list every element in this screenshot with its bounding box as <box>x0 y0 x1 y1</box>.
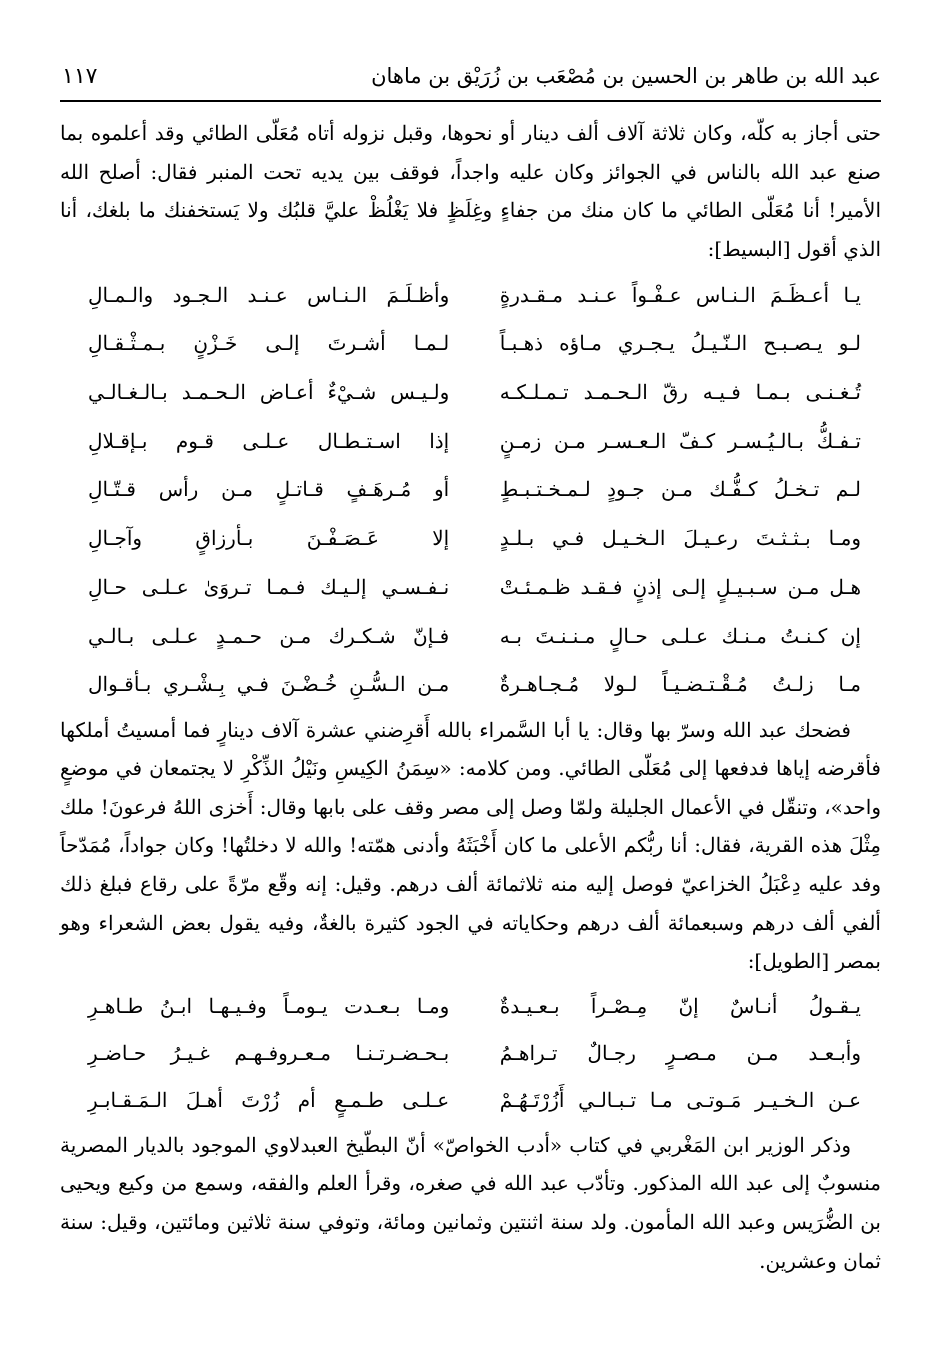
second-hemistich: مـن الـسُّـنِ خُـضْـنَ فـي بِـشْـري بـأقـوال <box>88 672 450 697</box>
second-hemistich: إلا عَـصَـفْـنَ بـأرزاقٍ وآجـالِ <box>88 526 450 551</box>
second-hemistich: لـمـا أشـرتَ إلـى خَـزْنٍ بـمـثْـقـالِ <box>88 331 450 356</box>
first-hemistich: هـل مـن سـبـيـلٍ إلـى إذنٍ فـقـد ظـمـئـتْ <box>499 574 861 599</box>
first-hemistich: يـا أعـظَـمَ الـنـاس عـفْـواً عـنـد مـقـدرةٍ <box>499 282 861 307</box>
verse-2 <box>60 1030 881 1077</box>
second-hemistich: وأظـلَـمَ الـنـاس عـنـد الـجـود والـمـالِ <box>88 282 450 307</box>
first-hemistich: إن كـنـتُ مـنـك عـلـى حـالٍ مـنـنـتَ بـه <box>499 623 861 648</box>
verse-9 <box>60 660 881 709</box>
second-hemistich: فـإنّ شـكـرك مـن حـمـدٍ عـلـى بـالـي <box>88 623 450 648</box>
second-hemistich: نـفـسـي إلـيـك فـمـا تـروَىٰ عـلـى حـالِ <box>88 574 450 599</box>
second-hemistich: ولـيـس شـيْءٌ أعـاض الـحـمـد بـالـغـالـي <box>88 380 450 405</box>
verse-1 <box>60 270 881 319</box>
verse-3 <box>60 1077 881 1124</box>
page-header <box>62 56 881 96</box>
second-hemistich: إذا اسـتـطـال عـلـى قـوم بـإقـلالِ <box>88 428 450 453</box>
first-hemistich: مـا زلـتُ مُـقْـتـضـيـاً لـولا مُـجـاهـرةٌ <box>499 672 861 697</box>
verse-3 <box>60 368 881 417</box>
first-hemistich: وأبـعـد مـن مـصـرٍ رجـالٌ تـراهـمُ <box>499 1041 861 1066</box>
second-hemistich: أو مُـرهَـفٍ قـاتـلٍ مـن رأس قـتّـالِ <box>88 477 450 502</box>
poem-basit <box>60 270 881 708</box>
verse-8 <box>60 611 881 660</box>
paragraph-2: فضحك عبد الله وسرّ بها وقال: يا أبا السَّمراء بالله أَقرِضني عشرة آلاف دينارٍ فما أمسيتُ أملكها فأقرضه إياها فدفعها إلى مُعَلّى الطائي. ومن كلامه: «سِمَنُ الكِيسِ ونَيْلُ الذِّكْرِ لا يجتمعان في موضعٍ واحد»، وتنقّل في الأعمال الجليلة ولمّا وصل إلى مصر وقف على بابها وقال: أَخزى اللهُ فرعونَ! ملك مِثْلَ هذه القرية، فقال: أنا ربُّكم الأعلى ما كان أَخْبَثَهُ وأدنى همّته! والله لا دخلتُها! وكان جواداً، مُمَدّحاً وفد عليه دِعْبَلُ الخزاعيّ فوصل إليه منه ثلاثمائة ألف درهم. وقيل: إنه وقّع مرّةً على رقاع فبلغ ذلك ألفي ألف درهم وسبعمائة ألف درهم وحكاياته في الجود كثيرة بالغةٌ، وفيه يقول بعض الشعراء وهو بمصر [الطويل]: <box>60 717 881 974</box>
verse-4 <box>60 416 881 465</box>
second-hemistich: ومـا بـعـدت يـومـاً وفـيـهـا ابـنُ طـاهـرِ <box>88 994 450 1019</box>
paragraph-1: حتى أجاز به كلّه، وكان ثلاثة آلاف ألف دينار أو نحوها، وقبل نزوله أتاه مُعَلّى الطائي وقد أعلموه بما صنع عبد الله بالناس في الجوائز وكان عليه واجداً، فوقف بين يديه تحت المنبر فقال: أصلح الله الأمير! أنا مُعَلّى الطائي ما كان منك من جفاءٍ وغِلَظٍ فلا يَغْلُظْ عليَّ قلبُك ولا يَستخفنك ما بلغك، أنا الذي أقول [البسيط]: <box>60 121 881 261</box>
verse-6 <box>60 514 881 563</box>
first-hemistich: يـقـولُ أنـاسٌ إنّ مِـصْـراً بـعـيـدةٌ <box>499 994 861 1019</box>
second-hemistich: عـلـى طـمـعٍ أم زُرْتَ أهـلَ الـمَـقـابـرِ <box>88 1088 450 1113</box>
first-hemistich: ومـا بـثـثـتَ رعـيـلَ الـخـيـل فـي بـلـدٍ <box>499 526 861 551</box>
first-hemistich: عـن الـخـيـر مَـوتـى مـا تـبـالـي أَزُرْتَـهُـمْ <box>499 1088 861 1113</box>
page-body <box>60 114 881 1280</box>
first-hemistich: لـم تـخـلُ كـفُّـك مـن جـودٍ لـمـخـتـبـطٍ <box>499 477 861 502</box>
running-title: عبد الله بن طاهر بن الحسين بن مُصْعَب بن زُرَيْق بن ماهان <box>371 64 881 88</box>
header-rule <box>60 100 881 102</box>
page-number: ١١٧ <box>62 63 98 89</box>
second-hemistich: بـحـضـرتـنـا مـعـروفـهـم غـيـرُ حـاضـرِ <box>88 1041 450 1066</box>
verse-2 <box>60 319 881 368</box>
verse-5 <box>60 465 881 514</box>
first-hemistich: تُـغـنـى بـمـا فـيـه رقّ الـحـمـد تـمـلـكـه <box>499 380 861 405</box>
first-hemistich: تـفـكُّ بـالـيُـسـر كـفّ الـعـسـر مـن زمـنٍ <box>499 428 861 453</box>
paragraph-3: وذكر الوزير ابن المَغْربي في كتاب «أدب الخواصّ» أنّ البطّيخ العبدلاوي الموجود بالديار المصرية منسوبٌ إلى عبد الله المذكور. وتأدّب عبد الله في صغره، وقرأ العلم والفقه، وسمع من وكيع ويحيى بن الضُّرَيس وعبد الله المأمون. ولد سنة اثنتين وثمانين ومائة، وتوفي سنة ثلاثين ومائتين، وقيل: سنة ثمان وعشرين. <box>60 1132 881 1273</box>
first-hemistich: لـو يـصـبـح الـنّـيـلُ يـجـري مـاؤه ذهـبـاً <box>499 331 861 356</box>
poem-tawil <box>60 983 881 1124</box>
verse-7 <box>60 563 881 612</box>
verse-1 <box>60 983 881 1030</box>
